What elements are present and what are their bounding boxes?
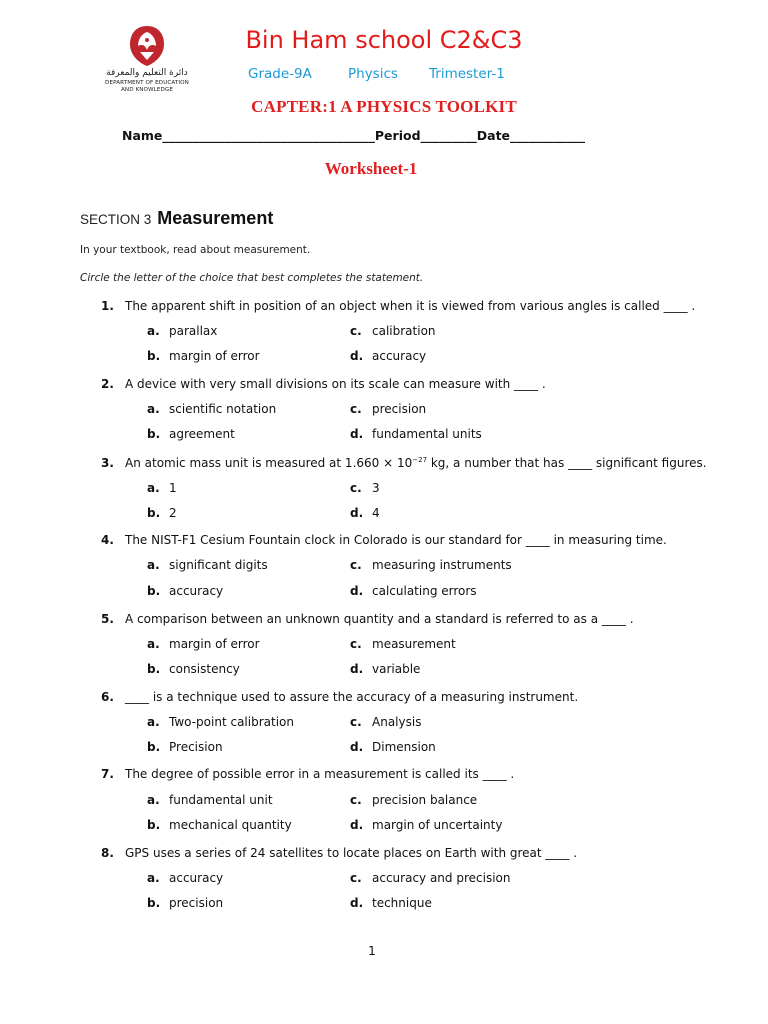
option-text: fundamental units: [372, 427, 482, 441]
option-text: Dimension: [372, 740, 436, 754]
question-text: The NIST-F1 Cesium Fountain clock in Colorado is our standard for ____ in measuring time.: [125, 533, 667, 547]
option-b[interactable]: [147, 584, 223, 598]
option-text: accuracy: [169, 584, 224, 598]
option-letter: c.: [350, 324, 362, 338]
section-heading: [80, 208, 273, 229]
option-letter: a.: [147, 715, 160, 729]
question-text-exponent: −27: [412, 456, 428, 464]
option-letter: d.: [350, 584, 364, 598]
option-letter: c.: [350, 637, 362, 651]
option-text: 3: [372, 481, 380, 495]
option-c[interactable]: [350, 324, 436, 338]
option-c[interactable]: [350, 637, 456, 651]
logo-arabic-text: دائرة التعليم والمعرفة: [106, 68, 188, 78]
grade-label: Grade-9A: [248, 66, 312, 82]
option-letter: b.: [147, 896, 161, 910]
option-text: margin of error: [169, 637, 260, 651]
option-text: Analysis: [372, 715, 422, 729]
option-letter: c.: [350, 871, 362, 885]
option-d[interactable]: [350, 896, 432, 910]
logo-english-text: [92, 80, 202, 93]
option-letter: b.: [147, 740, 161, 754]
option-d[interactable]: [350, 662, 420, 676]
option-text: consistency: [169, 662, 240, 676]
option-letter: d.: [350, 896, 364, 910]
option-a[interactable]: [147, 402, 276, 416]
option-text: accuracy: [372, 349, 427, 363]
subject-label: Physics: [348, 66, 398, 82]
page-number: 1: [368, 944, 376, 958]
option-c[interactable]: [350, 793, 477, 807]
question-text-before: An atomic mass unit is measured at 1.660 × 10: [125, 456, 413, 470]
option-letter: b.: [147, 349, 161, 363]
option-letter: d.: [350, 427, 364, 441]
option-c[interactable]: [350, 402, 426, 416]
logo-english-line2: AND KNOWLEDGE: [120, 86, 173, 93]
section-title: Measurement: [157, 208, 274, 228]
option-text: 4: [372, 506, 380, 520]
chapter-title: CAPTER:1 A PHYSICS TOOLKIT: [251, 97, 517, 116]
term-label: Trimester-1: [429, 66, 505, 82]
option-letter: c.: [350, 402, 362, 416]
option-text: precision: [169, 896, 224, 910]
question-number: 8.: [101, 846, 114, 860]
option-b[interactable]: [147, 740, 223, 754]
logo-english-line1: DEPARTMENT OF EDUCATION: [105, 80, 189, 86]
option-text: variable: [372, 662, 421, 676]
option-letter: d.: [350, 818, 364, 832]
question-number: 3.: [101, 456, 114, 470]
option-d[interactable]: [350, 740, 436, 754]
option-text: 2: [169, 506, 177, 520]
option-letter: b.: [147, 584, 161, 598]
option-text: 1: [169, 481, 177, 495]
section-number: SECTION 3: [80, 212, 152, 227]
option-b[interactable]: [147, 662, 240, 676]
option-b[interactable]: [147, 896, 223, 910]
option-letter: a.: [147, 637, 160, 651]
option-text: Two-point calibration: [169, 715, 294, 729]
option-text: margin of error: [169, 349, 260, 363]
option-a[interactable]: [147, 871, 223, 885]
option-c[interactable]: [350, 481, 380, 495]
option-letter: c.: [350, 481, 362, 495]
option-a[interactable]: [147, 324, 217, 338]
option-text: calculating errors: [372, 584, 477, 598]
option-letter: b.: [147, 427, 161, 441]
question-text: GPS uses a series of 24 satellites to locate places on Earth with great ____ .: [125, 846, 578, 860]
question-number: 4.: [101, 533, 114, 547]
question-number: 6.: [101, 690, 114, 704]
option-b[interactable]: [147, 818, 292, 832]
option-a[interactable]: [147, 793, 273, 807]
section-instruction: Circle the letter of the choice that best completes the statement.: [80, 272, 424, 284]
option-d[interactable]: [350, 506, 380, 520]
option-d[interactable]: [350, 427, 482, 441]
option-letter: c.: [350, 558, 362, 572]
question-number: 5.: [101, 612, 114, 626]
option-letter: d.: [350, 740, 364, 754]
option-text: significant digits: [169, 558, 268, 572]
option-c[interactable]: [350, 871, 510, 885]
option-a[interactable]: [147, 558, 268, 572]
option-c[interactable]: [350, 715, 421, 729]
option-a[interactable]: [147, 715, 294, 729]
option-letter: c.: [350, 793, 362, 807]
question-text: A device with very small divisions on its scale can measure with ____ .: [125, 377, 546, 391]
option-letter: a.: [147, 324, 160, 338]
option-text: mechanical quantity: [169, 818, 292, 832]
worksheet-title: Worksheet-1: [324, 159, 418, 178]
question-text: A comparison between an unknown quantity and a standard is referred to as a ____ .: [125, 612, 634, 626]
section-intro: In your textbook, read about measurement.: [80, 244, 311, 256]
option-c[interactable]: [350, 558, 512, 572]
option-letter: a.: [147, 402, 160, 416]
question-number: 1.: [101, 299, 114, 313]
option-text: measuring instruments: [372, 558, 512, 572]
option-letter: a.: [147, 558, 160, 572]
option-b[interactable]: [147, 506, 177, 520]
option-text: technique: [372, 896, 432, 910]
option-text: agreement: [169, 427, 235, 441]
option-letter: a.: [147, 871, 160, 885]
option-d[interactable]: [350, 349, 426, 363]
question-number: 7.: [101, 767, 114, 781]
option-letter: a.: [147, 793, 160, 807]
option-b[interactable]: [147, 427, 235, 441]
question-text: The apparent shift in position of an object when it is viewed from various angles is called ____ .: [125, 299, 696, 313]
option-text: precision: [372, 402, 427, 416]
option-letter: a.: [147, 481, 160, 495]
option-text: measurement: [372, 637, 456, 651]
option-letter: b.: [147, 506, 161, 520]
option-letter: c.: [350, 715, 362, 729]
option-letter: d.: [350, 506, 364, 520]
question-text: [125, 456, 707, 470]
option-letter: d.: [350, 349, 364, 363]
question-text: ____ is a technique used to assure the accuracy of a measuring instrument.: [125, 690, 579, 704]
option-text: scientific notation: [169, 402, 277, 416]
option-text: parallax: [169, 324, 218, 338]
option-d[interactable]: [350, 584, 477, 598]
school-title: Bin Ham school C2&C3: [245, 26, 523, 54]
name-period-date-line: Name__________________________________Period_________Date____________: [122, 128, 586, 143]
option-letter: d.: [350, 662, 364, 676]
option-a[interactable]: [147, 637, 260, 651]
option-letter: b.: [147, 818, 161, 832]
question-number: 2.: [101, 377, 114, 391]
option-text: accuracy: [169, 871, 224, 885]
option-text: Precision: [169, 740, 223, 754]
option-text: calibration: [372, 324, 436, 338]
option-text: fundamental unit: [169, 793, 273, 807]
option-b[interactable]: [147, 349, 260, 363]
option-text: margin of uncertainty: [372, 818, 503, 832]
option-letter: b.: [147, 662, 161, 676]
option-text: precision balance: [372, 793, 478, 807]
option-text: accuracy and precision: [372, 871, 511, 885]
option-a[interactable]: [147, 481, 177, 495]
option-d[interactable]: [350, 818, 502, 832]
question-text: The degree of possible error in a measurement is called its ____ .: [125, 767, 515, 781]
question-text-after: kg, a number that has ____ significant figures.: [427, 456, 707, 470]
